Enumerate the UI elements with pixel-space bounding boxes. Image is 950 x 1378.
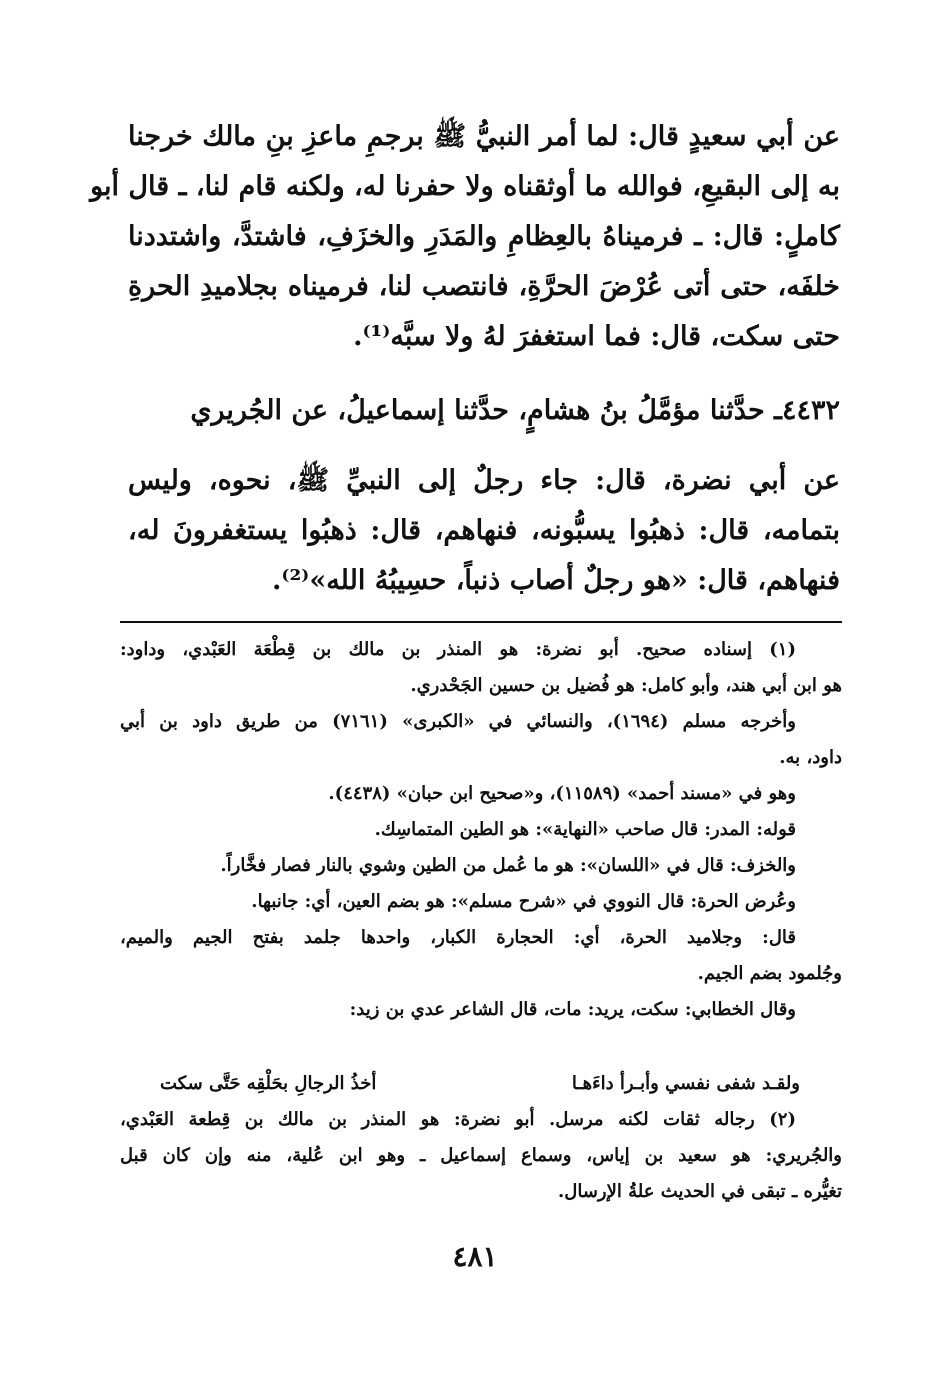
- text-line: بتمامه، قال: ذهبُوا يسبُّونه، فنهاهم، قال: ذهبُوا يستغفرونَ له،: [128, 515, 840, 546]
- footnote-line: قال: وجلاميد الحرة، أي: الحجارة الكبار، واحدها جلمد بفتح الجيم والميم،: [120, 927, 796, 948]
- footnote-divider: [120, 621, 842, 623]
- footnote-line: تغيُّره ـ تبقى في الحديث علةُ الإرسال.: [558, 1181, 842, 1202]
- poem-hemistich-first: ولقـد شفى نفسي وأبـرأ داءَهـا: [571, 1073, 800, 1094]
- text-line: خلفَه، حتى أتى عُرْضَ الحرَّةِ، فانتصب لنا، فرميناه بجلاميدِ الحرةِ: [128, 271, 840, 302]
- footnote-line: والجُريري: هو سعيد بن إياس، وسماع إسماعيل ـ وهو ابن عُلية، منه وإن كان قبل: [120, 1145, 842, 1166]
- footnote-line: (١) إسناده صحيح. أبو نضرة: هو المنذر بن مالك بن قِطْعَة العَبْدي، وداود:: [120, 639, 796, 660]
- footnote-line: وجُلمود بضم الجيم.: [697, 963, 842, 984]
- text-line: عن أبي سعيدٍ قال: لما أمر النبيُّ ﷺ برجمِ ماعزِ بنِ مالك خرجنا: [128, 121, 840, 152]
- hadith-text-paragraph: [128, 456, 840, 606]
- footnote-line: (٢) رجاله ثقات لكنه مرسل. أبو نضرة: هو المنذر بن مالك بن قِطعة العَبْدي،: [120, 1109, 796, 1130]
- hadith-chain-header: [128, 386, 840, 436]
- footnote-line: وأخرجه مسلم (١٦٩٤)، والنسائي في «الكبرى» (٧١٦١) من طريق داود بن أبي: [120, 711, 796, 732]
- text-line: كاملٍ: قال: ـ فرميناهُ بالعِظامِ والمَدَرِ والخزَفِ، فاشتدَّ، واشتددنا: [128, 221, 840, 252]
- text-line: عن أبي نضرة، قال: جاء رجلٌ إلى النبيِّ ﷺ، نحوه، وليس: [128, 465, 840, 496]
- text-line: حتى سكت، قال: فما استغفرَ لهُ ولا سبَّه⁽¹⁾.: [353, 321, 840, 352]
- footnote-line: وقال الخطابي: سكت، يريد: مات، قال الشاعر عدي بن زيد:: [349, 999, 796, 1020]
- footnote-line: هو ابن أبي هند، وأبو كامل: هو فُضيل بن حسين الجَحْدري.: [410, 675, 842, 696]
- footnote-2: [120, 1102, 842, 1210]
- page-number: ٤٨١: [452, 1240, 498, 1273]
- text-line: فنهاهم، قال: «هو رجلٌ أصاب ذنباً، حسِيبُهُ الله»⁽²⁾.: [272, 565, 840, 596]
- hadith-number-line: ٤٤٣٢ـ حدَّثنا مؤمَّلُ بنُ هشامٍ، حدَّثنا إسماعيلُ، عن الجُريري: [190, 395, 840, 426]
- footnote-line: قوله: المدر: قال صاحب «النهاية»: هو الطين المتماسِك.: [374, 819, 796, 840]
- footnote-line: والخزف: قال في «اللسان»: هو ما عُمل من الطين وشوي بالنار فصار فخَّاراً.: [220, 855, 796, 876]
- text-line: به إلى البقيعِ، فوالله ما أوثقناه ولا حفرنا له، ولكنه قام لنا، ـ قال أبو: [90, 171, 840, 202]
- footnote-line: وهو في «مسند أحمد» (١١٥٨٩)، و«صحيح ابن حبان» (٤٤٣٨).: [328, 783, 796, 804]
- poem-verse: [160, 1066, 800, 1102]
- footnote-1: [120, 632, 842, 1028]
- footnote-line: وعُرض الحرة: قال النووي في «شرح مسلم»: هو بضم العين، أي: جانبها.: [251, 891, 796, 912]
- poem-hemistich-second: أخذُ الرجالِ بحَلْقِه حَتَّى سكت: [160, 1073, 377, 1094]
- hadith-text-paragraph: [90, 112, 840, 362]
- footnote-line: داود، به.: [779, 747, 842, 768]
